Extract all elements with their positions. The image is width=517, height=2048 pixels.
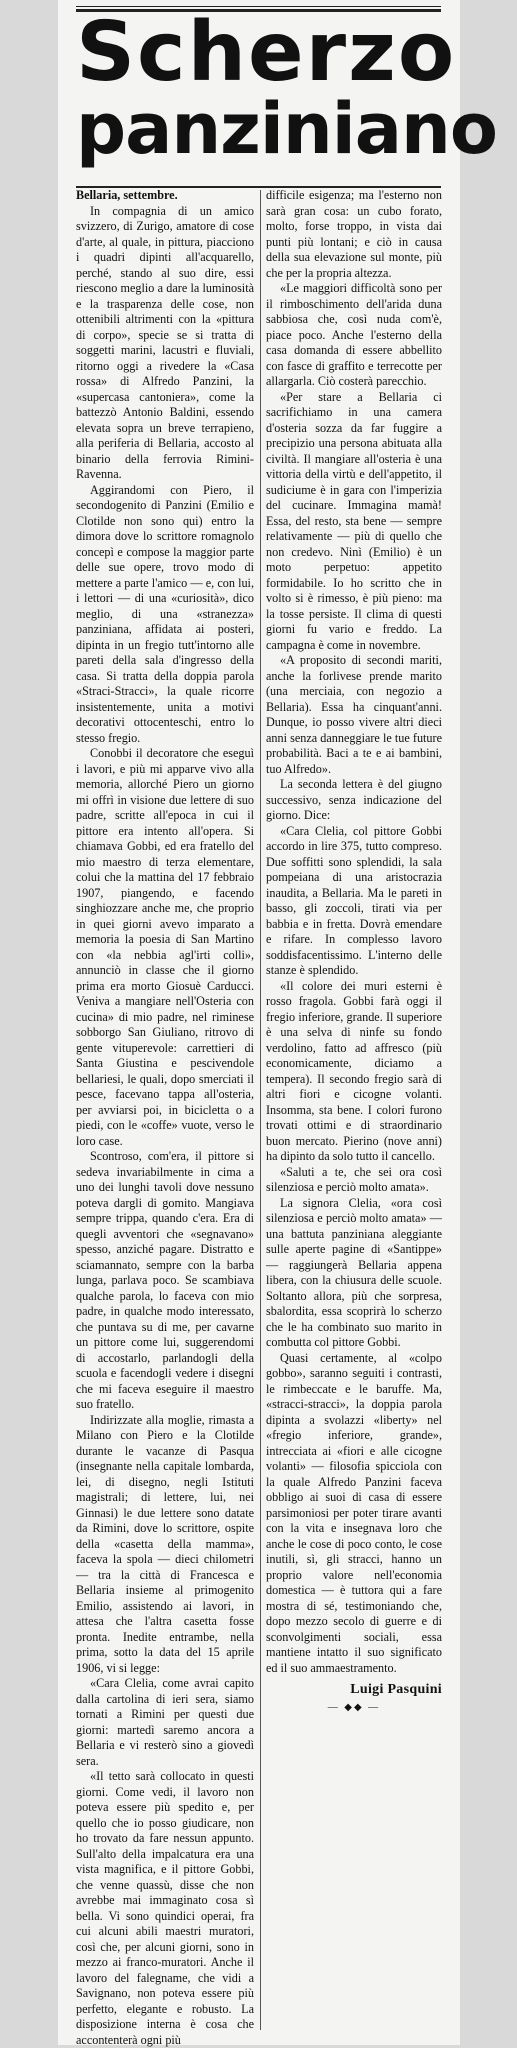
paragraph: «Cara Clelia, come avrai capito dalla cartolina di ieri sera, siamo tornati a Rimini per questi due giorni: martedì saremo ancora a Bellaria e vi resterò sino a giovedì sera.	[76, 1676, 254, 1768]
paragraph: La signora Clelia, «ora così silenziosa e perciò molto amata» — una battuta panziniana aleggiante sulle aperte pagine di «Santippe» — raggiungerà Bellaria appena libera, con la chiusura delle scuole. Soltanto allora, più che sorpresa, sbalordita, essa scoprirà lo scherzo che le ha combinato suo marito in combutta col pittore Gobbi.	[266, 1195, 442, 1349]
paragraph: Indirizzate alla moglie, rimasta a Milano con Piero e la Clotilde durante le vacanze di Pasqua (insegnante nella capitale lombarda, lei, di disegno, negli Istituti magistrali; di lettere, lui, nei Ginnasi) le due lettere sono datate da Rimini, dove lo scrittore, ospite della «casetta della mamma», faceva la spola — dieci chilometri — tra la città di Francesca e Bellaria insieme al primogenito Emilio, assistendo ai lavori, in attesa che l'altra casetta fosse pronta. Inedite entrambe, nella prima, sotto la data del 15 aprile 1906, vi si legge:	[76, 1412, 254, 1675]
paragraph: «Il tetto sarà collocato in questi giorni. Come vedi, il lavoro non poteva essere più spedito e, per quello che io posso giudicare, non ho trovato da fare nessun appunto. Sull'alto della impalcatura era una vista magnifica, e il pittore Gobbi, che venne quassù, disse che non avrebbe mai immaginato cosa sì bella. Vi sono quindici operai, fra cui alcuni abili maestri muratori, così che, per alcuni giorni, sono in mezzo ai franco-muratori. Anche il lavoro del falegname, che vidi a Savignano, non poteva essere più perfetto, elegante e robusto. La disposizione interna è cosa che accontenterà ogni più	[76, 1769, 254, 2047]
paragraph: «A proposito di secondi mariti, anche la forlivese prende marito (una merciaia, con negozio a Bellaria). Essa ha cinquant'anni. Dunque, io posso vivere altri dieci anni senza danneggiare le tue future probabilità. Baci a te e ai bambini, tuo Alfredo».	[266, 653, 442, 776]
paragraph: difficile esigenza; ma l'esterno non sarà gran cosa: un cubo forato, molto, forse troppo, in vista dai punti più lontani; e ciò in causa della sua elevazione sul monte, più che per la propria altezza.	[266, 188, 442, 280]
paragraph: «Saluti a te, che sei ora così silenziosa e perciò molto amata».	[266, 1164, 442, 1194]
article-column-right	[266, 188, 442, 1713]
paragraph: Scontroso, com'era, il pittore si sedeva invariabilmente in cima a uno dei lunghi tavoli dove nessuno poteva dargli di gomito. Mangiava sempre trippa, quando c'era. Era di quegli avventori che «segnavano» spesso, anziché pagare. Distratto e sciamannato, sempre con la barba lunga, parlava poco. Se scambiava qualche parola, lo faceva con mio padre, in qualche modo interessato, che puntava su di me, per cavarne un pittore come lui, suggerendomi di accostarlo, parlandogli della scuola e facendogli vedere i disegni che mi faceva eseguire il maestro suo fratello.	[76, 1149, 254, 1411]
paragraph: «Cara Clelia, col pittore Gobbi accordo in lire 375, tutto compreso. Due soffitti sono splendidi, la sala pompeiana di una aristocrazia inaudita, a Bellaria. Ma le pareti in basso, gli zoccoli, tirati via per babbia e in fretta. Dovrà emendare e rifare. In complesso lavoro soddisfacentissimo. L'interno delle stanze è splendido.	[266, 823, 442, 977]
paragraph: «Il colore dei muri esterni è rosso fragola. Gobbi farà oggi il fregio inferiore, grande. Il superiore è una selva di ninfe su fondo verdolino, fatto ad affresco (più economicamente, diciamo a tempera). Il secondo fregio sarà di altri fiori e cicogne volanti. Insomma, sta bene. I colori furono trovati ottimi e di straordinario buon mercato. Pierino (nove anni) ha dipinto da solo tutto il cancello.	[266, 978, 442, 1163]
paragraph: «Per stare a Bellaria ci sacrifichiamo in una camera d'osteria sozza da far fuggire a precipizio una persona abituata alla civiltà. Il mangiare all'osteria è una vittoria della virtù e dell'appetito, il sudiciume è in gara con l'imperizia del cucinare. Immagina mamà! Essa, del resto, sta bene — sempre relativamente — più di quello che non credevo. Ninì (Emilio) è un moto perpetuo: appetito formidabile. Io ho scritto che in volto si è rimesso, è più pieno: ma la tosse persiste. Il clima di questi giorni fu vario e freddo. La campagna è come in novembre.	[266, 389, 442, 652]
column-divider	[260, 190, 261, 2030]
paragraph: In compagnia di un amico svizzero, di Zurigo, amatore di cose d'arte, al quale, in pittura, piacciono i quadri dipinti all'acquarello, perché, stando al suo dire, essi riescono meglio a dare la luminosità e la trasparenza delle cose, non ottenibili altrimenti con la «pittura di corpo», specie se si tratta di soggetti marini, lacustri e fluviali, ritorno oggi a rivedere la «Casa rossa» di Alfredo Panzini, la «supercasa cantoniera», come la battezzò Antonio Baldini, essendo elevata sopra un breve terrapieno, alla periferia di Bellaria, accosto al binario della ferrovia Rimini-Ravenna.	[76, 203, 254, 481]
paragraph: Quasi certamente, al «colpo gobbo», saranno seguiti i contrasti, le rimbeccate e le baruffe. Ma, «stracci-stracci», la doppia parola dipinta a svolazzi «liberty» nel «fregio inferiore, grande», intrecciata ai «fiori e alle cicogne volanti» — filosofia spicciola con la quale Alfredo Panzini faceva obbligo ai suoi di casa di essere parsimoniosi per poter tirare avanti con la vita e insegnava loro che anche le cose di poco conto, le cose inutili, sì, gli stracci, hanno un proprio valore nell'economia domestica — è tuttora qui a fare mostra di sé, testimoniando che, dopo mezzo secolo di guerre e di sconvolgimenti sociali, essa mantiene intatto il suo significato ed il suo ammaestramento.	[266, 1350, 442, 1675]
paragraph: Aggirandomi con Piero, il secondogenito di Panzini (Emilio e Clotilde non sono qui) entro la dimora dove lo scrittore romagnolo concepì e compose la maggior parte delle sue opere, trovo modo di mettere a parte l'amico — e, con lui, i lettori — di una «curiosità», dico meglio, di una «stranezza» panziniana, affidata ai posteri, dipinta in un fregio tutt'intorno alle pareti della sala d'ingresso della casa. Si tratta della doppia parola «Straci-Stracci», la quale ricorre insistentemente, unita a motivi decorativi ottocenteschi, entro lo stesso fregio.	[76, 482, 254, 745]
article-headline	[76, 5, 497, 170]
paragraph: Conobbi il decoratore che eseguì i lavori, e più mi apparve vivo alla memoria, allorché Piero un giorno mi offrì in visione due lettere di suo padre, scritte all'epoca in cui il pittore era intento all'opera. Si chiamava Gobbi, ed era fratello del mio maestro di terza elementare, colui che la mattina del 17 febbraio 1907, piangendo, e facendo singhiozzare anche me, che proprio in quei giorni avevo imparato a memoria la poesia di San Martino con «la nebbia agl'irti colli», annunciò in classe che il giorno prima era morto Giosuè Carducci. Veniva a mangiare nell'Osteria con cucina» di mio padre, nel riminese sobborgo San Giuliano, ritrovo di gente vituperevole: carrettieri di Santa Giustina e pescivendole bellariesi, le quali, dopo smerciati il pesce, facevano tappa all'osteria, per avviarsi poi, in bicicletta o a piedi, con le «coffe» vuote, verso le loro case.	[76, 746, 254, 1148]
paragraph: La seconda lettera è del giugno successivo, senza indicazione del giorno. Dice:	[266, 777, 442, 822]
newspaper-clipping	[58, 0, 497, 2047]
author-signature: Luigi Pasquini	[350, 1682, 442, 1697]
headline-line-2: panziniano	[76, 87, 497, 170]
article-column-left	[76, 188, 254, 2047]
headline-line-1: Scherzo	[76, 5, 457, 100]
end-ornament: — ◆◆ —	[327, 1701, 381, 1713]
dateline: Bellaria, settembre.	[76, 188, 178, 202]
paragraph: «Le maggiori difficoltà sono per il rimboschimento dell'arida duna sabbiosa che, così nuda com'è, piace poco. Anche l'esterno della casa domanda di essere abbellito con fasce di graffito e terrecotte per allargarla. Ciò costerà parecchio.	[266, 281, 442, 388]
